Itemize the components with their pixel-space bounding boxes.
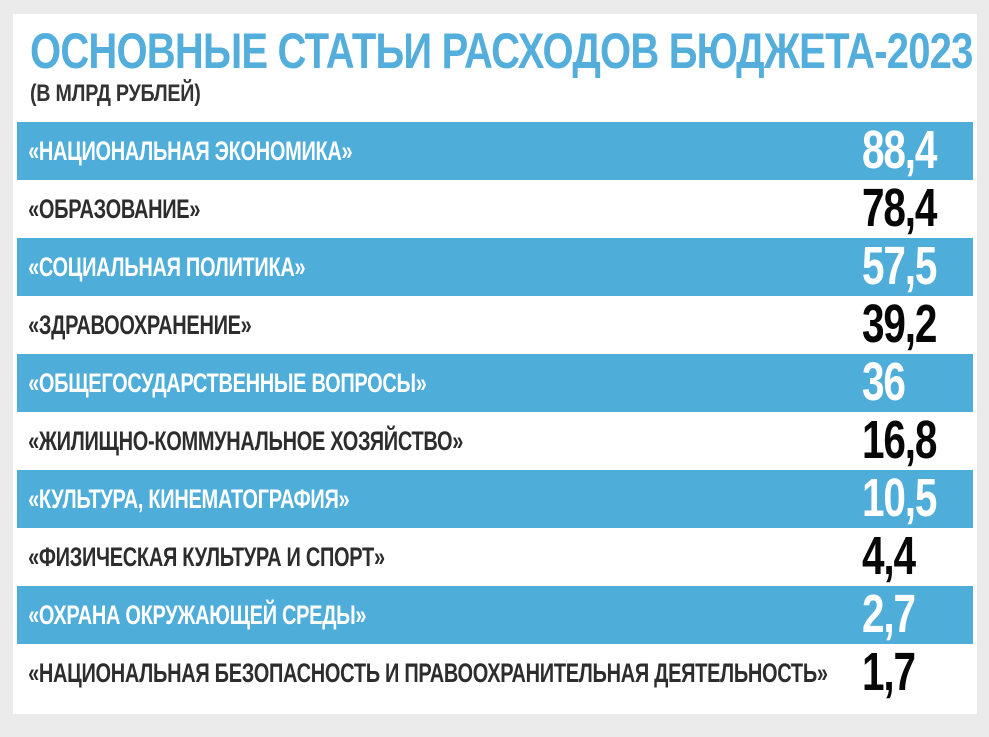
row-category-label: «ЖИЛИЩНО-КОММУНАЛЬНОЕ ХОЗЯЙСТВО» [28,425,464,456]
row-value: 16,8 [862,409,937,470]
row-value: 2,7 [862,583,915,644]
row-category-label: «СОЦИАЛЬНАЯ ПОЛИТИКА» [28,251,306,282]
table-row [17,525,973,586]
row-category-label: «ОБЩЕГОСУДАРСТВЕННЫЕ ВОПРОСЫ» [28,367,427,398]
row-category-label: «КУЛЬТУРА, КИНЕМАТОГРАФИЯ» [28,483,350,514]
table-row [17,467,973,528]
table-row [17,177,973,238]
row-value: 39,2 [862,293,937,354]
table-row [17,409,973,470]
table-row [17,293,973,354]
table-row [17,641,973,702]
row-value: 10,5 [862,467,937,528]
row-category-label: «ОХРАНА ОКРУЖАЮЩЕЙ СРЕДЫ» [28,599,367,630]
budget-rows-table [17,119,973,702]
row-value: 1,7 [862,641,915,702]
row-category-label: «ФИЗИЧЕСКАЯ КУЛЬТУРА И СПОРТ» [28,541,385,572]
infographic-card [13,14,977,714]
row-category-label: «ОБРАЗОВАНИЕ» [28,193,201,224]
table-row [17,583,973,644]
row-category-label: «НАЦИОНАЛЬНАЯ ЭКОНОМИКА» [28,135,353,166]
table-row [17,235,973,296]
row-category-label: «ЗДРАВООХРАНЕНИЕ» [28,309,252,340]
row-value: 4,4 [862,525,915,586]
row-category-label: «НАЦИОНАЛЬНАЯ БЕЗОПАСНОСТЬ И ПРАВООХРАНИТЕЛЬНАЯ ДЕЯТЕЛЬНОСТЬ» [28,657,828,688]
table-row [17,119,973,180]
page-title: ОСНОВНЫЕ СТАТЬИ РАСХОДОВ БЮДЖЕТА-2023 [30,23,973,79]
table-row [17,351,973,412]
row-value: 88,4 [862,119,937,180]
row-value: 36 [862,351,905,412]
row-value: 57,5 [862,235,937,296]
units-subtitle: (В МЛРД РУБЛЕЙ) [30,80,201,107]
row-value: 78,4 [862,177,937,238]
infographic-header [30,22,973,107]
